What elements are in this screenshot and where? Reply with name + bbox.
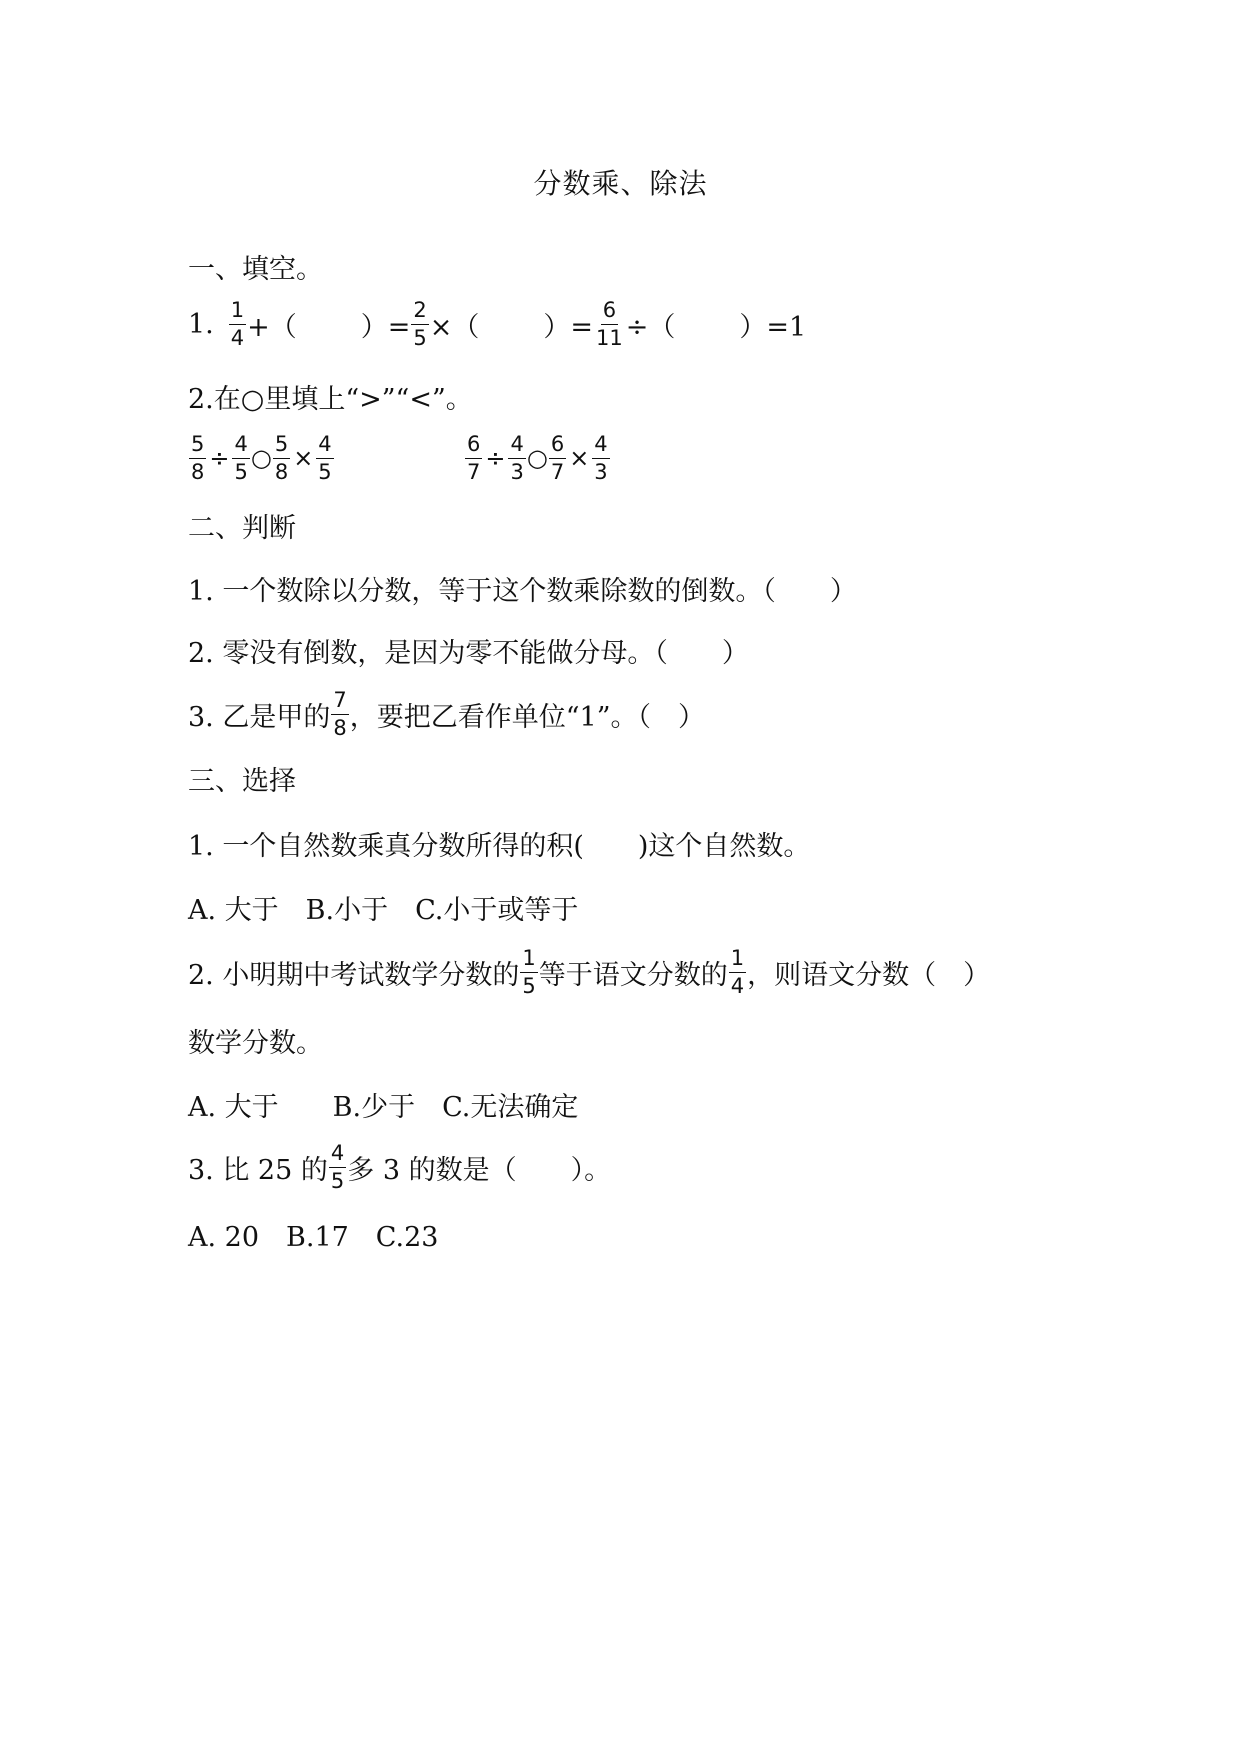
fraction-6-11: $\frac{6}{11}$ bbox=[596, 297, 623, 350]
question-1-2: 2.在○里填上“>”“<”。 bbox=[188, 383, 473, 415]
question-3-3: 3. 比 25 的 $\frac{4}{5}$ 多 3 的数是（ ）。 bbox=[188, 1140, 612, 1193]
comparison-left: $\frac{5}{8}$ ÷ $\frac{4}{5}$ ○ $\frac{5}{8}$ × $\frac{4}{5}$ bbox=[191, 431, 332, 484]
question-3-1: 1. 一个自然数乘真分数所得的积( )这个自然数。 bbox=[188, 830, 811, 862]
fraction-1-4: $\frac{1}{4}$ bbox=[230, 297, 245, 350]
section-1-heading: 一、填空。 bbox=[188, 253, 323, 285]
question-3-1-options: A. 大于 B.小于 C.小于或等于 bbox=[188, 894, 579, 926]
section-2-heading: 二、判断 bbox=[188, 512, 296, 544]
question-3-2-options: A. 大于 B.少于 C.无法确定 bbox=[188, 1091, 579, 1123]
answer-circle[interactable]: ○ bbox=[250, 444, 272, 472]
page-title: 分数乘、除法 bbox=[533, 167, 708, 200]
question-2-3: 3. 乙是甲的 $\frac{7}{8}$ ，要把乙看作单位“1”。（ ） bbox=[188, 687, 706, 740]
question-3-2: 2. 小明期中考试数学分数的 $\frac{1}{5}$ 等于语文分数的 $\frac{1}{4}$ ，则语文分数（ ） bbox=[188, 945, 991, 998]
question-2-1: 1. 一个数除以分数，等于这个数乘除数的倒数。（ ） bbox=[188, 575, 857, 607]
question-1-1: 1. $\frac{1}{4}$ +（ ）= $\frac{2}{5}$ ×（ ）= $\frac{6}{11}$ ÷（ ）=1 bbox=[188, 297, 807, 350]
question-3-2-continued: 数学分数。 bbox=[188, 1027, 323, 1059]
question-2-2: 2. 零没有倒数，是因为零不能做分母。（ ） bbox=[188, 637, 749, 669]
section-3-heading: 三、选择 bbox=[188, 765, 296, 797]
comparison-right: $\frac{6}{7}$ ÷ $\frac{4}{3}$ ○ $\frac{6}{7}$ × $\frac{4}{3}$ bbox=[467, 431, 608, 484]
question-3-3-options: A. 20 B.17 C.23 bbox=[188, 1221, 439, 1253]
fraction-2-5: $\frac{2}{5}$ bbox=[413, 297, 427, 350]
answer-circle[interactable]: ○ bbox=[526, 444, 548, 472]
